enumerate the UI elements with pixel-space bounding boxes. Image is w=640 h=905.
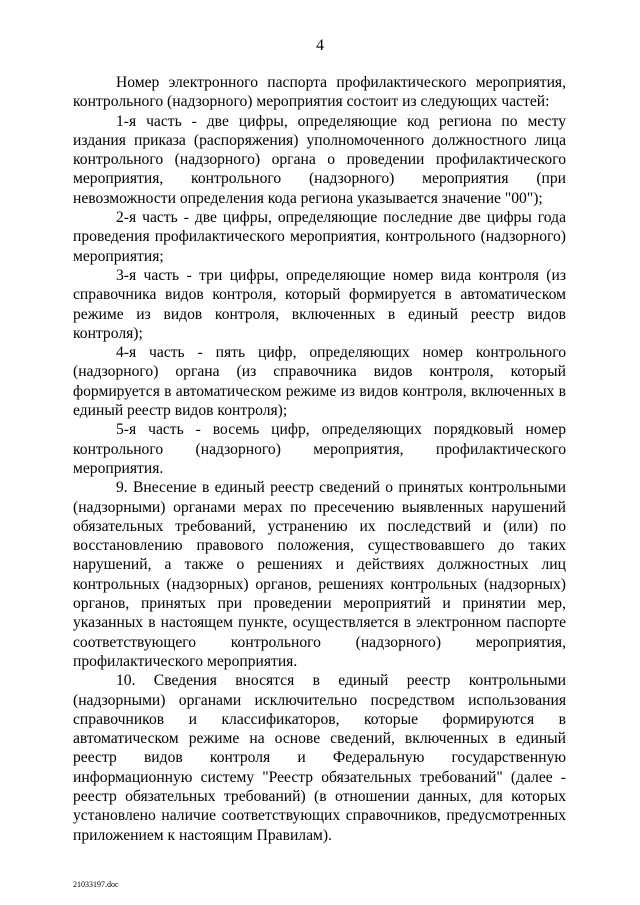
paragraph-part-4: 4-я часть - пять цифр, определяющих номер контрольного (надзорного) органа (из справочника видов контроля, который формируется в автоматическом режиме из видов контроля, включенных в единый реестр видов контроля); — [73, 344, 566, 420]
paragraph-part-2: 2-я часть - две цифры, определяющие последние две цифры года проведения профилактического мероприятия, контрольного (надзорного) мероприятия; — [73, 209, 566, 265]
document-body — [73, 73, 566, 845]
footer-file-ref: 21033197.doc — [73, 880, 119, 889]
paragraph-part-5: 5-я часть - восемь цифр, определяющих порядковый номер контрольного (надзорного) мероприятия, профилактического мероприятия. — [73, 421, 566, 477]
paragraph-intro: Номер электронного паспорта профилактического мероприятия, контрольного (надзорного) мероприятия состоит из следующих частей: — [73, 74, 566, 111]
paragraph-part-3: 3-я часть - три цифры, определяющие номер вида контроля (из справочника видов контроля, который формируется в автоматическом режиме из видов контроля, включенных в единый реестр видов контроля); — [73, 266, 566, 342]
paragraph-part-1: 1-я часть - две цифры, определяющие код региона по месту издания приказа (распоряжения) уполномоченного должностного лица контрольного (надзорного) органа о проведении профилактического мероприятия, контрольного (надзорного) мероприятия (при невозможности определения кода региона указывается значение "00"); — [73, 112, 566, 207]
paragraph-item-9: 9. Внесение в единый реестр сведений о принятых контрольными (надзорными) органами мерах по пресечению выявленных нарушений обязательных требований, устранению их последствий и (или) по восстановлению правового положения, существовавшего до таких нарушений, а также о решениях и действиях должностных лиц контрольных (надзорных) органов, решениях контрольных (надзорных) органов, принятых при проведении мероприятий и принятии мер, указанных в настоящем пункте, осуществляется в электронном паспорте соответствующего контрольного (надзорного) мероприятия, профилактического мероприятия. — [73, 479, 566, 670]
paragraph-item-10: 10. Сведения вносятся в единый реестр контрольными (надзорными) органами исключительно посредством использования справочников и классификаторов, которые формируются в автоматическом режиме на основе сведений, включенных в единый реестр видов контроля и Федеральную государственную информационную систему "Реестр обязательных требований" (далее - реестр обязательных требований) (в отношении данных, для которых установлено наличие соответствующих справочников, предусмотренных приложением к настоящим Правилам). — [73, 672, 566, 844]
page-number: 4 — [316, 37, 324, 54]
